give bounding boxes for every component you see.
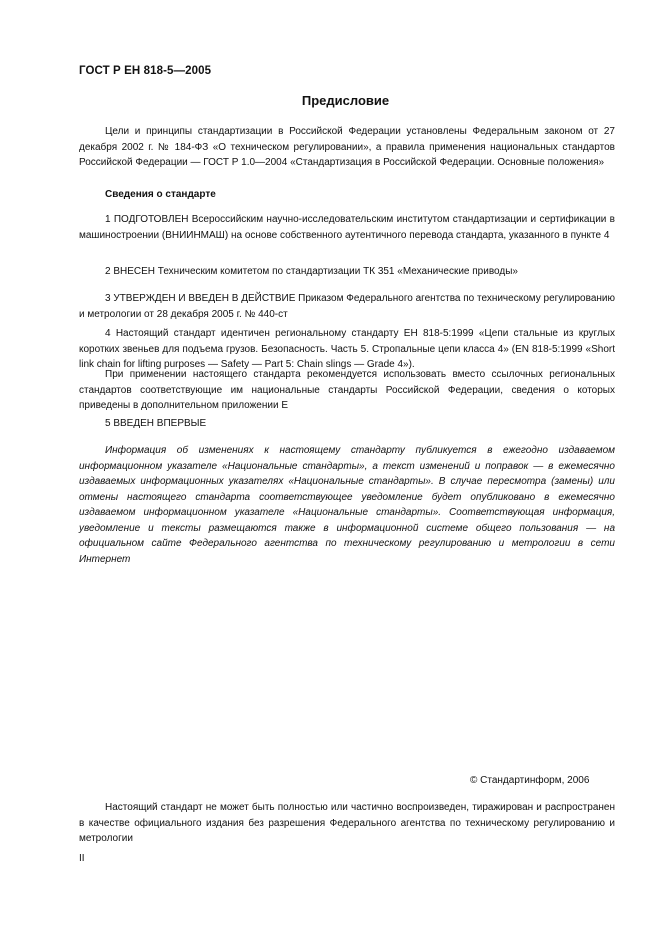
item-4 bbox=[79, 326, 615, 373]
info-note bbox=[79, 443, 615, 567]
item-5-text: 5 ВВЕДЕН ВПЕРВЫЕ bbox=[105, 418, 207, 429]
footer-note bbox=[79, 800, 615, 847]
item-1 bbox=[79, 212, 615, 243]
copyright-line: © Стандартинформ, 2006 bbox=[470, 775, 590, 786]
intro-paragraph bbox=[79, 124, 615, 171]
section-heading-text: Сведения о стандарте bbox=[105, 189, 216, 200]
document-code-header: ГОСТ Р ЕН 818-5—2005 bbox=[79, 65, 212, 77]
preface-title: Предисловие bbox=[301, 93, 390, 108]
item-3 bbox=[79, 291, 615, 322]
item-4-note bbox=[79, 367, 615, 414]
item-4-text: 4 Настоящий стандарт идентичен региональному стандарту ЕН 818-5:1999 «Цепи стальные из круглых коротких звеньев для подъема грузов. Безопасность. Часть 5. Стропальные цепи класса 4» (EN 818-5:1999 «Short link chain for lifting purposes — Safety — Part 5: Chain slings — Grade 4»). bbox=[79, 328, 615, 370]
item-2-text: 2 ВНЕСЕН Техническим комитетом по стандартизации ТК 351 «Механические приводы» bbox=[105, 266, 518, 277]
item-1-text: 1 ПОДГОТОВЛЕН Всероссийским научно-исследовательским институтом стандартизации и сертификации в машиностроении (ВНИИНМАШ) на основе собственного аутентичного перевода стандарта, указанного в пункте 4 bbox=[79, 214, 615, 241]
intro-text: Цели и принципы стандартизации в Российской Федерации установлены Федеральным законом от 27 декабря 2002 г. № 184-ФЗ «О техническом регулировании», а правила применения национальных стандартов Российской Федерации — ГОСТ Р 1.0—2004 «Стандартизация в Российской Федерации. Основные положения» bbox=[79, 126, 615, 168]
page-number: II bbox=[79, 853, 85, 864]
item-5 bbox=[79, 416, 615, 432]
item-3-text: 3 УТВЕРЖДЕН И ВВЕДЕН В ДЕЙСТВИЕ Приказом Федерального агентства по техническому регулированию и метрологии от 28 декабря 2005 г. № 440-ст bbox=[79, 293, 615, 320]
info-note-text: Информация об изменениях к настоящему стандарту публикуется в ежегодно издаваемом информационном указателе «Национальные стандарты», а текст изменений и поправок — в ежемесячно издаваемых информационных указателях «Национальные стандарты». В случае пересмотра (замены) или отмены настоящего стандарта соответствующее уведомление будет опубликовано в ежемесячно издаваемом информационном указателе «Национальные стандарты». Соответствующая информация, уведомление и тексты размещаются также в информационной системе общего пользования — на официальном сайте Федерального агентства по техническому регулированию и метрологии в сети Интернет bbox=[79, 445, 615, 565]
section-heading bbox=[79, 187, 615, 203]
item-2 bbox=[79, 264, 615, 280]
footer-note-text: Настоящий стандарт не может быть полностью или частично воспроизведен, тиражирован и распространен в качестве официального издания без разрешения Федерального агентства по техническому регулированию и метрологии bbox=[79, 802, 615, 844]
item-4-note-text: При применении настоящего стандарта рекомендуется использовать вместо ссылочных региональных стандартов соответствующие им национальные стандарты Российской Федерации, сведения о которых приведены в дополнительном приложении Е bbox=[79, 369, 615, 411]
